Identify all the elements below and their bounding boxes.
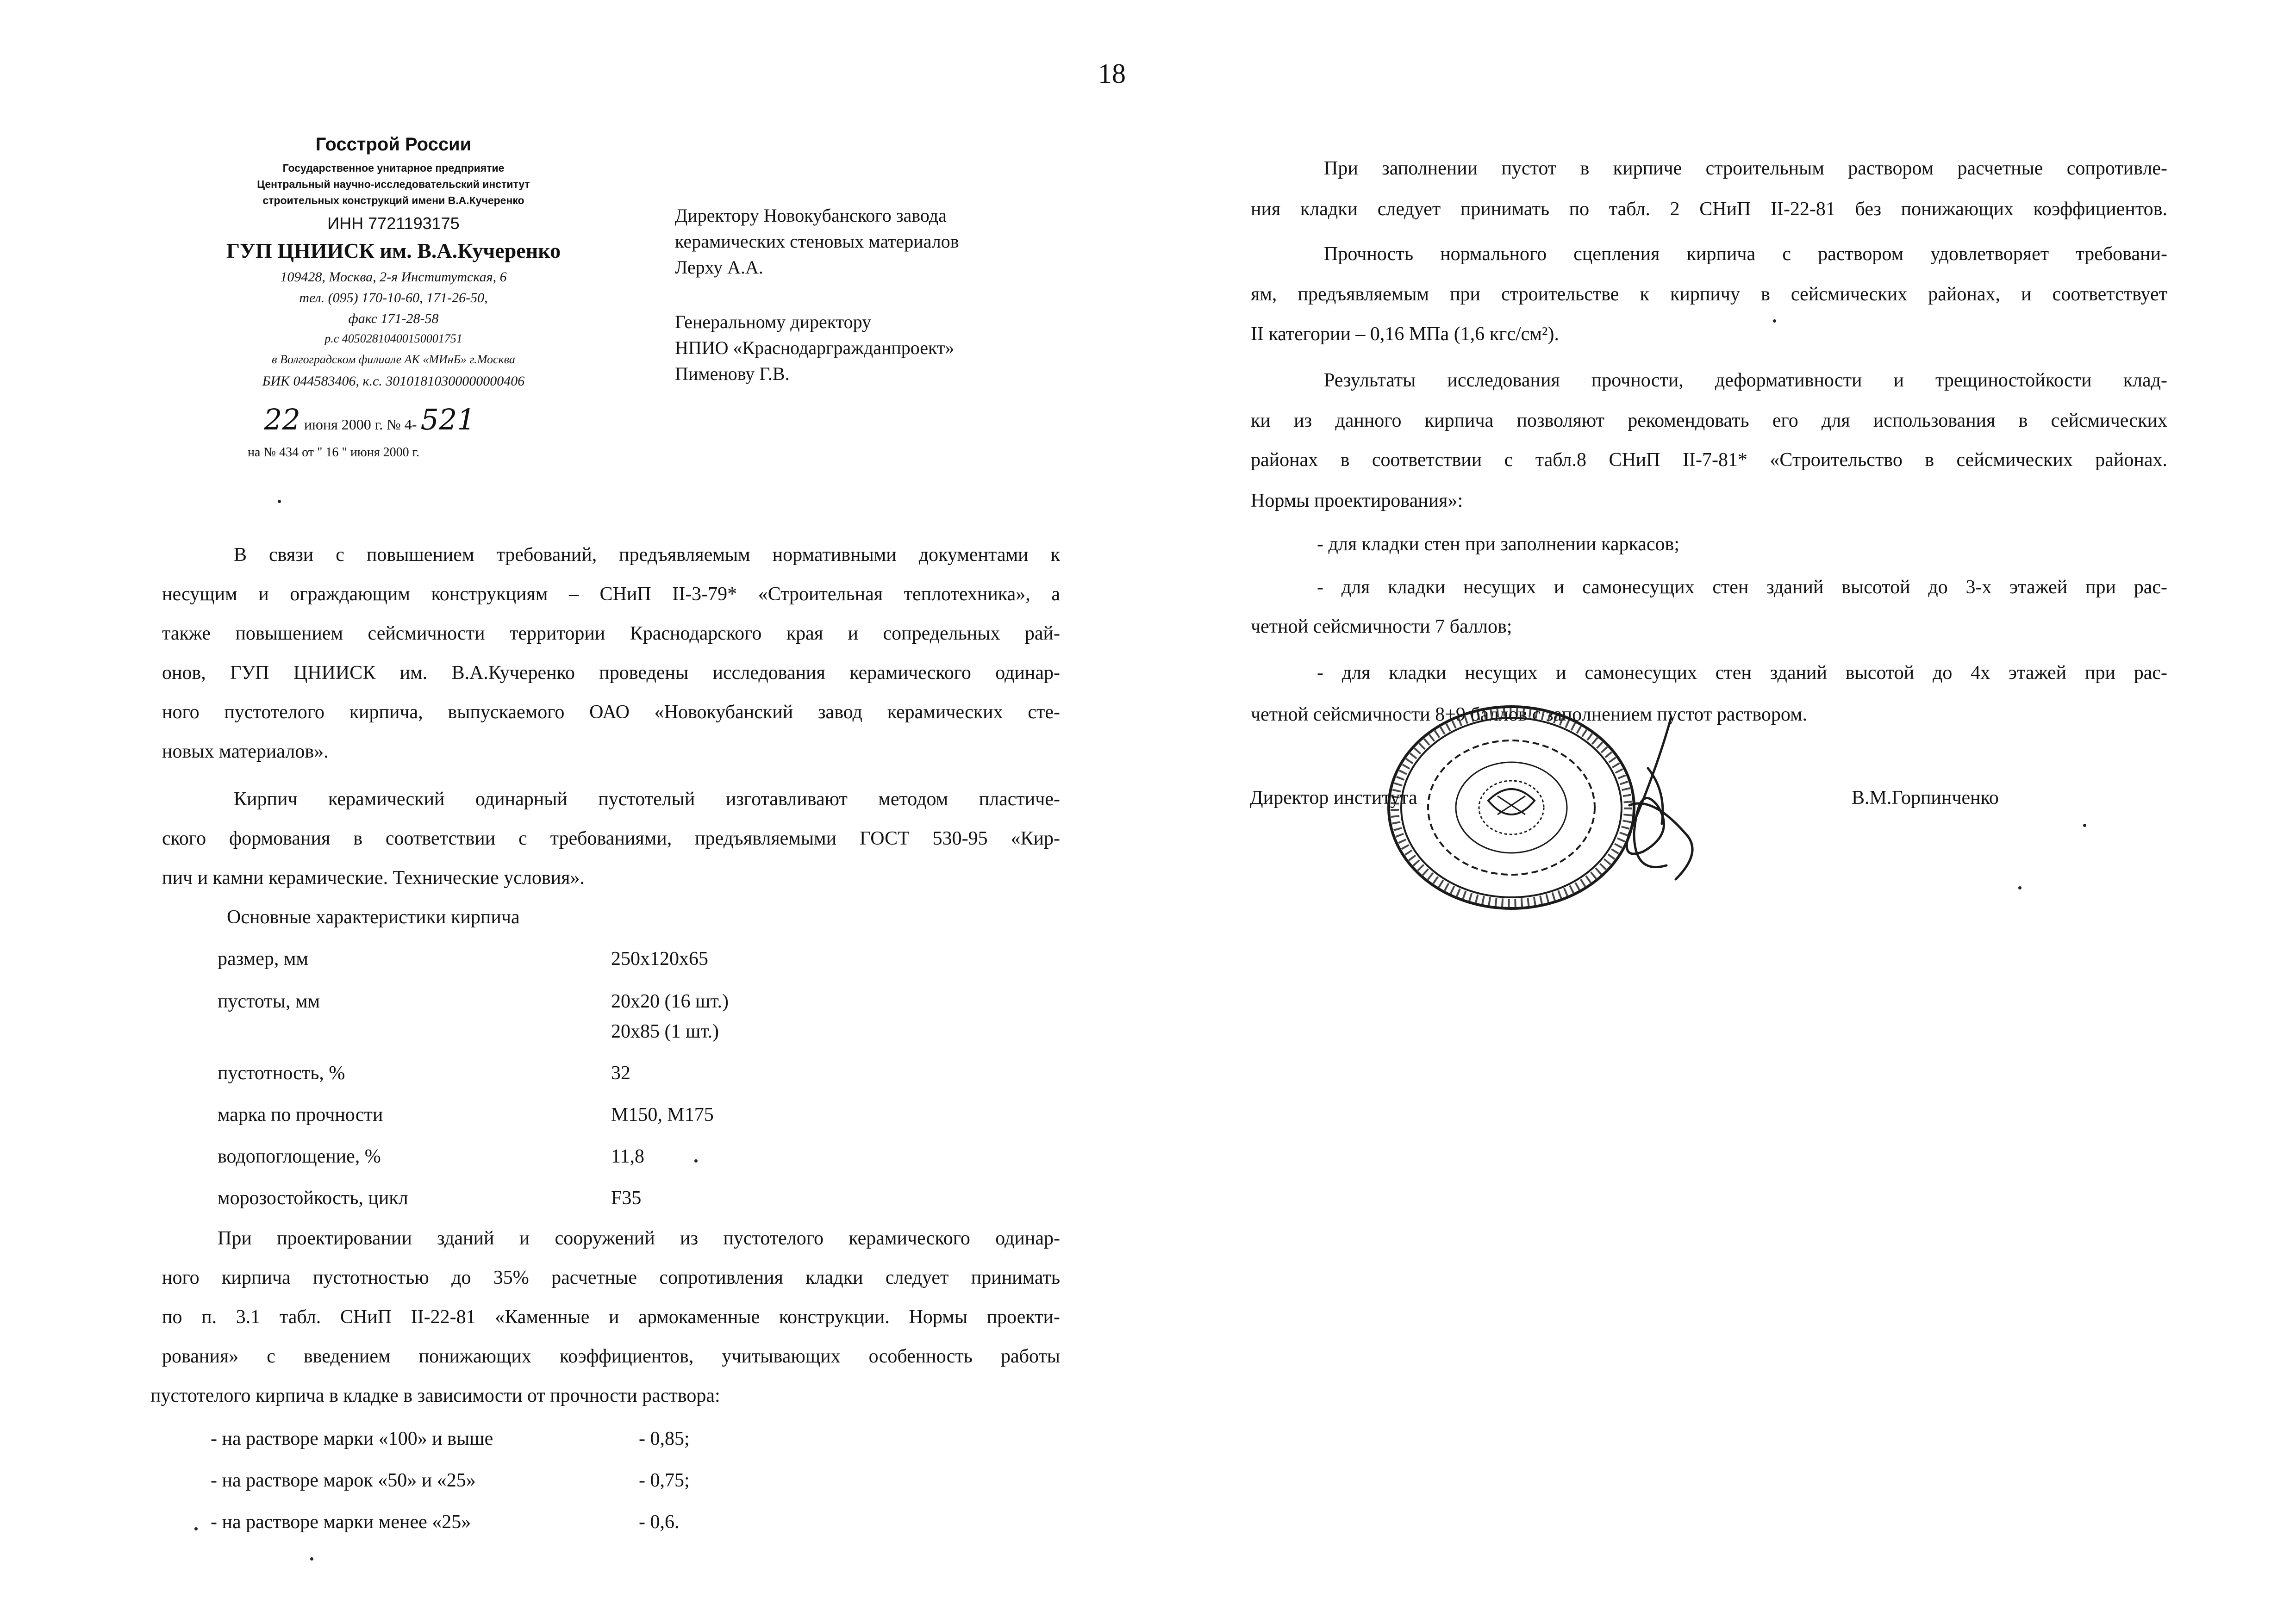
letterhead-reference: на № 434 от " 16 " июня 2000 г. xyxy=(248,445,419,460)
left-p1-line: онов, ГУП ЦНИИСК им. В.А.Кучеренко проведены исследования керамического одинар- xyxy=(162,662,1060,684)
letterhead-phone: тел. (095) 170-10-60, 171-26-50, xyxy=(299,290,488,305)
addressee-line: керамических стеновых материалов xyxy=(675,231,959,252)
right-p3-line: Нормы проектирования»: xyxy=(1251,490,1463,511)
right-p1-line: При заполнении пустот в кирпиче строительным раствором расчетные сопротивле- xyxy=(1324,158,2167,179)
right-list-item: - для кладки несущих и самонесущих стен зданий высотой до 3-х этажей при рас- xyxy=(1317,577,2167,598)
left-p1-line: В связи с повышением требований, предъявляемым нормативными документами к xyxy=(234,544,1060,566)
table-value: 250x120x65 xyxy=(611,948,708,970)
scan-speck xyxy=(2083,824,2086,827)
scan-speck xyxy=(194,1527,198,1530)
right-list-item: - для кладки несущих и самонесущих стен зданий высотой до 4х этажей при рас- xyxy=(1317,662,2167,684)
left-p2-line: пич и камни керамические. Технические условия». xyxy=(162,867,585,889)
table-value: 20x85 (1 шт.) xyxy=(611,1021,719,1042)
coefficient-value: - 0,6. xyxy=(639,1511,680,1533)
number-handwritten: 521 xyxy=(420,403,475,436)
table-value: М150, М175 xyxy=(611,1104,714,1126)
table-value: F35 xyxy=(611,1188,642,1209)
letterhead-inn: ИНН 7721193175 xyxy=(327,214,460,233)
table-label: пустоты, мм xyxy=(218,991,320,1012)
addressee-line: Пименову Г.В. xyxy=(675,363,790,384)
left-p1-line: новых материалов». xyxy=(162,741,329,762)
letterhead-enterprise-line: Государственное унитарное предприятие xyxy=(282,162,505,174)
scan-speck xyxy=(278,500,281,503)
right-p2-line: Прочность нормального сцепления кирпича с раствором удовлетворяет требовани- xyxy=(1324,243,2167,265)
handwritten-signature xyxy=(1602,713,1717,889)
letterhead-date xyxy=(264,403,475,436)
left-p1-line: также повышением сейсмичности территории Краснодарского края и сопредельных рай- xyxy=(162,623,1060,644)
coefficient-label: - на растворе марок «50» и «25» xyxy=(211,1470,476,1491)
addressee-first xyxy=(675,203,959,280)
table-value: 11,8 xyxy=(611,1146,644,1167)
right-p2-line: ям, предъявляемым при строительстве к кирпичу в сейсмических районах, и соответствует xyxy=(1251,284,2167,305)
page-number: 18 xyxy=(1098,58,1126,89)
left-p1-line: ного пустотелого кирпича, выпускаемого ОАО «Новокубанский завод керамических сте- xyxy=(162,702,1060,723)
left-p3-line: При проектировании зданий и сооружений из пустотелого керамического одинар- xyxy=(218,1228,1060,1249)
table-label: пустотность, % xyxy=(218,1063,345,1084)
letterhead-org: Госстрой России xyxy=(315,134,472,155)
scan-speck xyxy=(1773,319,1776,323)
date-handwritten: 22 xyxy=(264,403,300,436)
addressee-second xyxy=(675,309,954,387)
letterhead-enterprise-line: строительных конструкций имени В.А.Кучеренко xyxy=(262,194,524,206)
signature-title: Директор института xyxy=(1250,787,1417,808)
right-p3-line: ки из данного кирпича позволяют рекомендовать его для использования в сейсмических xyxy=(1251,410,2167,431)
letterhead-bank: в Волгоградском филиале АК «МИнБ» г.Москва xyxy=(272,353,515,366)
table-label: водопоглощение, % xyxy=(218,1146,381,1167)
right-p3-line: Результаты исследования прочности, деформативности и трещиностойкости клад- xyxy=(1324,370,2167,391)
coefficient-value: - 0,75; xyxy=(639,1470,690,1491)
coefficient-value: - 0,85; xyxy=(639,1428,690,1449)
left-p3-line: ного кирпича пустотностью до 35% расчетные сопротивления кладки следует принимать xyxy=(162,1267,1060,1288)
right-p3-line: районах в соответствии с табл.8 СНиП II-7-81* «Строительство в сейсмических районах. xyxy=(1251,449,2167,471)
table-value: 32 xyxy=(611,1063,630,1084)
left-p1-line: несущим и ограждающим конструкциям – СНиП II-3-79* «Строительная теплотехника», а xyxy=(162,584,1060,605)
right-list-item: четной сейсмичности 8+9 баллов с заполнением пустот раствором. xyxy=(1251,704,1808,725)
right-list-item: - для кладки стен при заполнении каркасов; xyxy=(1317,534,1680,555)
right-p1-line: ния кладки следует принимать по табл. 2 СНиП II-22-81 без понижающих коэффициентов. xyxy=(1251,199,2167,220)
coefficient-label: - на растворе марки менее «25» xyxy=(211,1511,471,1533)
date-text: июня 2000 г. № 4- xyxy=(304,416,417,433)
signature-name: В.М.Горпинченко xyxy=(1852,787,1999,808)
scan-speck xyxy=(310,1557,313,1561)
letterhead-bik: БИК 044583406, к.с. 30101810300000000406 xyxy=(262,373,525,389)
addressee-line: НПИО «Краснодаргражданпроект» xyxy=(675,337,955,358)
addressee-line: Директору Новокубанского завода xyxy=(675,205,947,226)
scan-speck xyxy=(694,1159,698,1163)
left-p2-line: Кирпич керамический одинарный пустотелый изготавливают методом пластиче- xyxy=(234,789,1060,810)
scan-speck xyxy=(2018,886,2021,889)
table-title: Основные характеристики кирпича xyxy=(227,907,520,928)
right-p2-line: II категории – 0,16 МПа (1,6 кгс/см²). xyxy=(1251,323,1559,345)
letterhead-fax: факс 171-28-58 xyxy=(348,311,439,326)
table-label: размер, мм xyxy=(218,948,309,970)
left-p3-line: рования» с введением понижающих коэффициентов, учитывающих особенность работы xyxy=(162,1346,1060,1367)
left-p3-line: по п. 3.1 табл. СНиП II-22-81 «Каменные и армокаменные конструкции. Нормы проекти- xyxy=(162,1306,1060,1328)
table-value: 20x20 (16 шт.) xyxy=(611,991,729,1012)
letterhead-enterprise-line: Центральный научно-исследовательский институт xyxy=(257,178,530,190)
table-label: морозостойкость, цикл xyxy=(218,1188,408,1209)
coefficient-label: - на растворе марки «100» и выше xyxy=(211,1428,493,1449)
right-list-item: четной сейсмичности 7 баллов; xyxy=(1251,616,1512,637)
addressee-line: Лерху А.А. xyxy=(675,257,763,278)
left-p3-line: пустотелого кирпича в кладке в зависимости от прочности раствора: xyxy=(150,1385,720,1406)
letterhead-short-name: ГУП ЦНИИСК им. В.А.Кучеренко xyxy=(226,239,561,262)
addressee-line: Генеральному директору xyxy=(675,311,872,332)
letterhead-address: 109428, Москва, 2-я Институтская, 6 xyxy=(280,269,507,285)
letterhead-account: р.с 40502810400150001751 xyxy=(324,332,462,345)
left-p2-line: ского формования в соответствии с требованиями, предъявляемыми ГОСТ 530-95 «Кир- xyxy=(162,828,1060,849)
table-label: марка по прочности xyxy=(218,1104,383,1126)
